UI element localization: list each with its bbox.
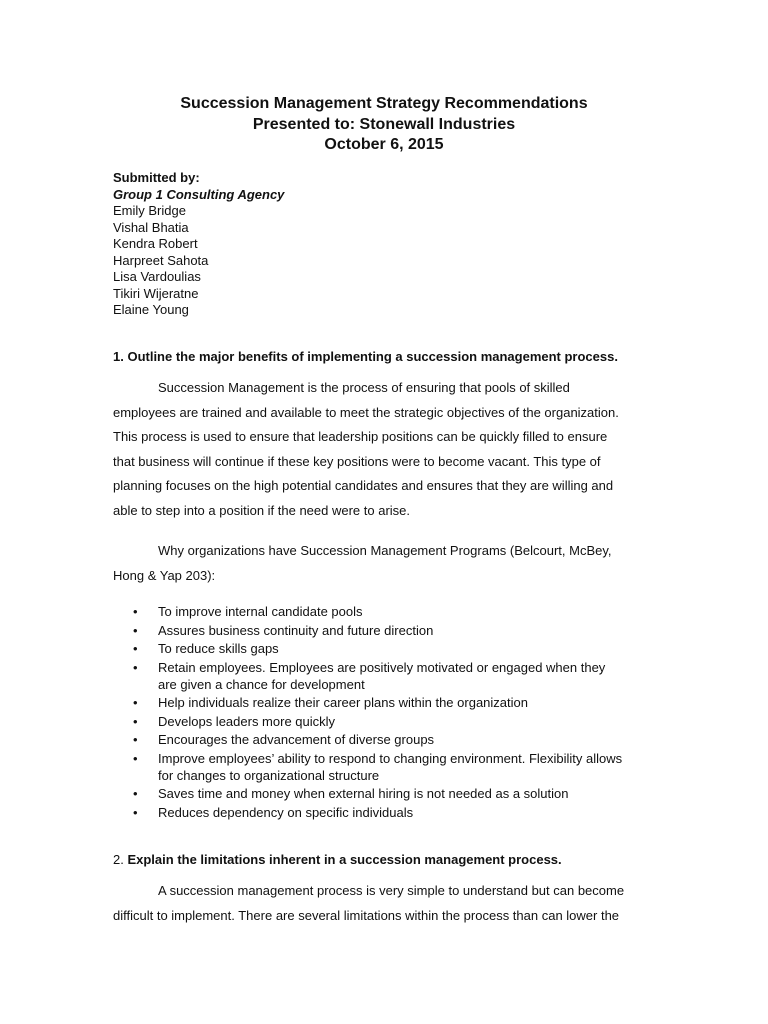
paragraph-line: Succession Management is the process of ensuring that pools of skilled [158,380,570,395]
date-line: October 6, 2015 [324,136,444,153]
paragraph-line: planning focuses on the high potential candidates and ensures that they are willing and [113,478,614,493]
document-title [0,94,768,156]
list-item [113,694,673,711]
list-item [113,659,673,693]
submitted-by-block [113,170,284,319]
list-item-text: Help individuals realize their career plans within the organization [158,695,528,710]
paragraph-line: A succession management process is very simple to understand but can become [158,883,625,898]
section-1-paragraph-1 [113,376,661,523]
member-name: Harpreet Sahota [113,252,209,268]
paragraph-line: able to step into a position if the need were to arise. [113,502,411,518]
member-name: Vishal Bhatia [113,219,189,235]
list-item-text: Reduces dependency on specific individuals [158,804,414,820]
list-item-text: Develops leaders more quickly [158,713,336,729]
bullet-icon: • [133,604,138,619]
section-1-heading: 1. Outline the major benefits of implementing a succession management process. [113,349,618,364]
paragraph-line: difficult to implement. There are several limitations within the process than can lower the [113,907,620,923]
paragraph-line: This process is used to ensure that leadership positions can be quickly filled to ensure [113,429,608,444]
list-item-text: Encourages the advancement of diverse groups [158,732,435,747]
list-item [113,713,673,730]
list-item [113,785,673,802]
list-item-text: Saves time and money when external hiring is not needed as a solution [158,786,569,801]
agency-name: Group 1 Consulting Agency [113,186,285,202]
list-item [113,750,673,784]
presented-to-line: Presented to: Stonewall Industries [252,115,516,133]
list-item-text: To improve internal candidate pools [158,604,363,619]
list-item [113,640,673,657]
list-item-text: Assures business continuity and future direction [158,622,434,638]
member-name: Elaine Young [113,302,189,317]
list-item [113,622,673,639]
member-name: Lisa Vardoulias [113,269,201,284]
section-2-number: 2. [113,852,128,867]
bullet-icon: • [133,622,138,638]
list-item [113,731,673,748]
list-item-text: To reduce skills gaps [158,641,279,656]
bullet-icon: • [133,732,138,747]
bullet-icon: • [133,641,138,656]
bullet-icon: • [133,695,138,710]
bullet-icon: • [133,713,138,729]
list-item [113,603,673,620]
list-item-text: are given a chance for development [158,676,365,692]
member-name: Kendra Robert [113,236,198,251]
title-line: Succession Management Strategy Recommendations [180,95,588,112]
paragraph-line: that business will continue if these key positions were to become vacant. This type of [113,453,601,469]
bullet-icon: • [133,804,138,820]
paragraph-line: Why organizations have Succession Management Programs (Belcourt, McBey, [158,543,612,558]
section-2-heading [113,852,562,868]
section-2-heading-text: Explain the limitations inherent in a succession management process. [127,852,562,867]
bullet-icon: • [133,750,138,766]
paragraph-line: employees are trained and available to meet the strategic objectives of the organization. [113,404,619,420]
paragraph-line: Hong & Yap 203): [113,567,216,583]
section-1-paragraph-2 [113,539,661,588]
bullet-icon: • [133,786,138,801]
bullet-icon: • [133,659,138,675]
list-item [113,804,673,821]
benefits-list [113,603,673,822]
list-item-text: Improve employees’ ability to respond to changing environment. Flexibility allows [158,750,623,766]
list-item-text: for changes to organizational structure [158,767,380,783]
member-name: Emily Bridge [113,203,186,218]
section-2-paragraph-1 [113,879,661,928]
submitted-by-label: Submitted by: [113,170,200,185]
list-item-text: Retain employees. Employees are positively motivated or engaged when they [158,659,606,675]
member-name: Tikiri Wijeratne [113,285,199,301]
